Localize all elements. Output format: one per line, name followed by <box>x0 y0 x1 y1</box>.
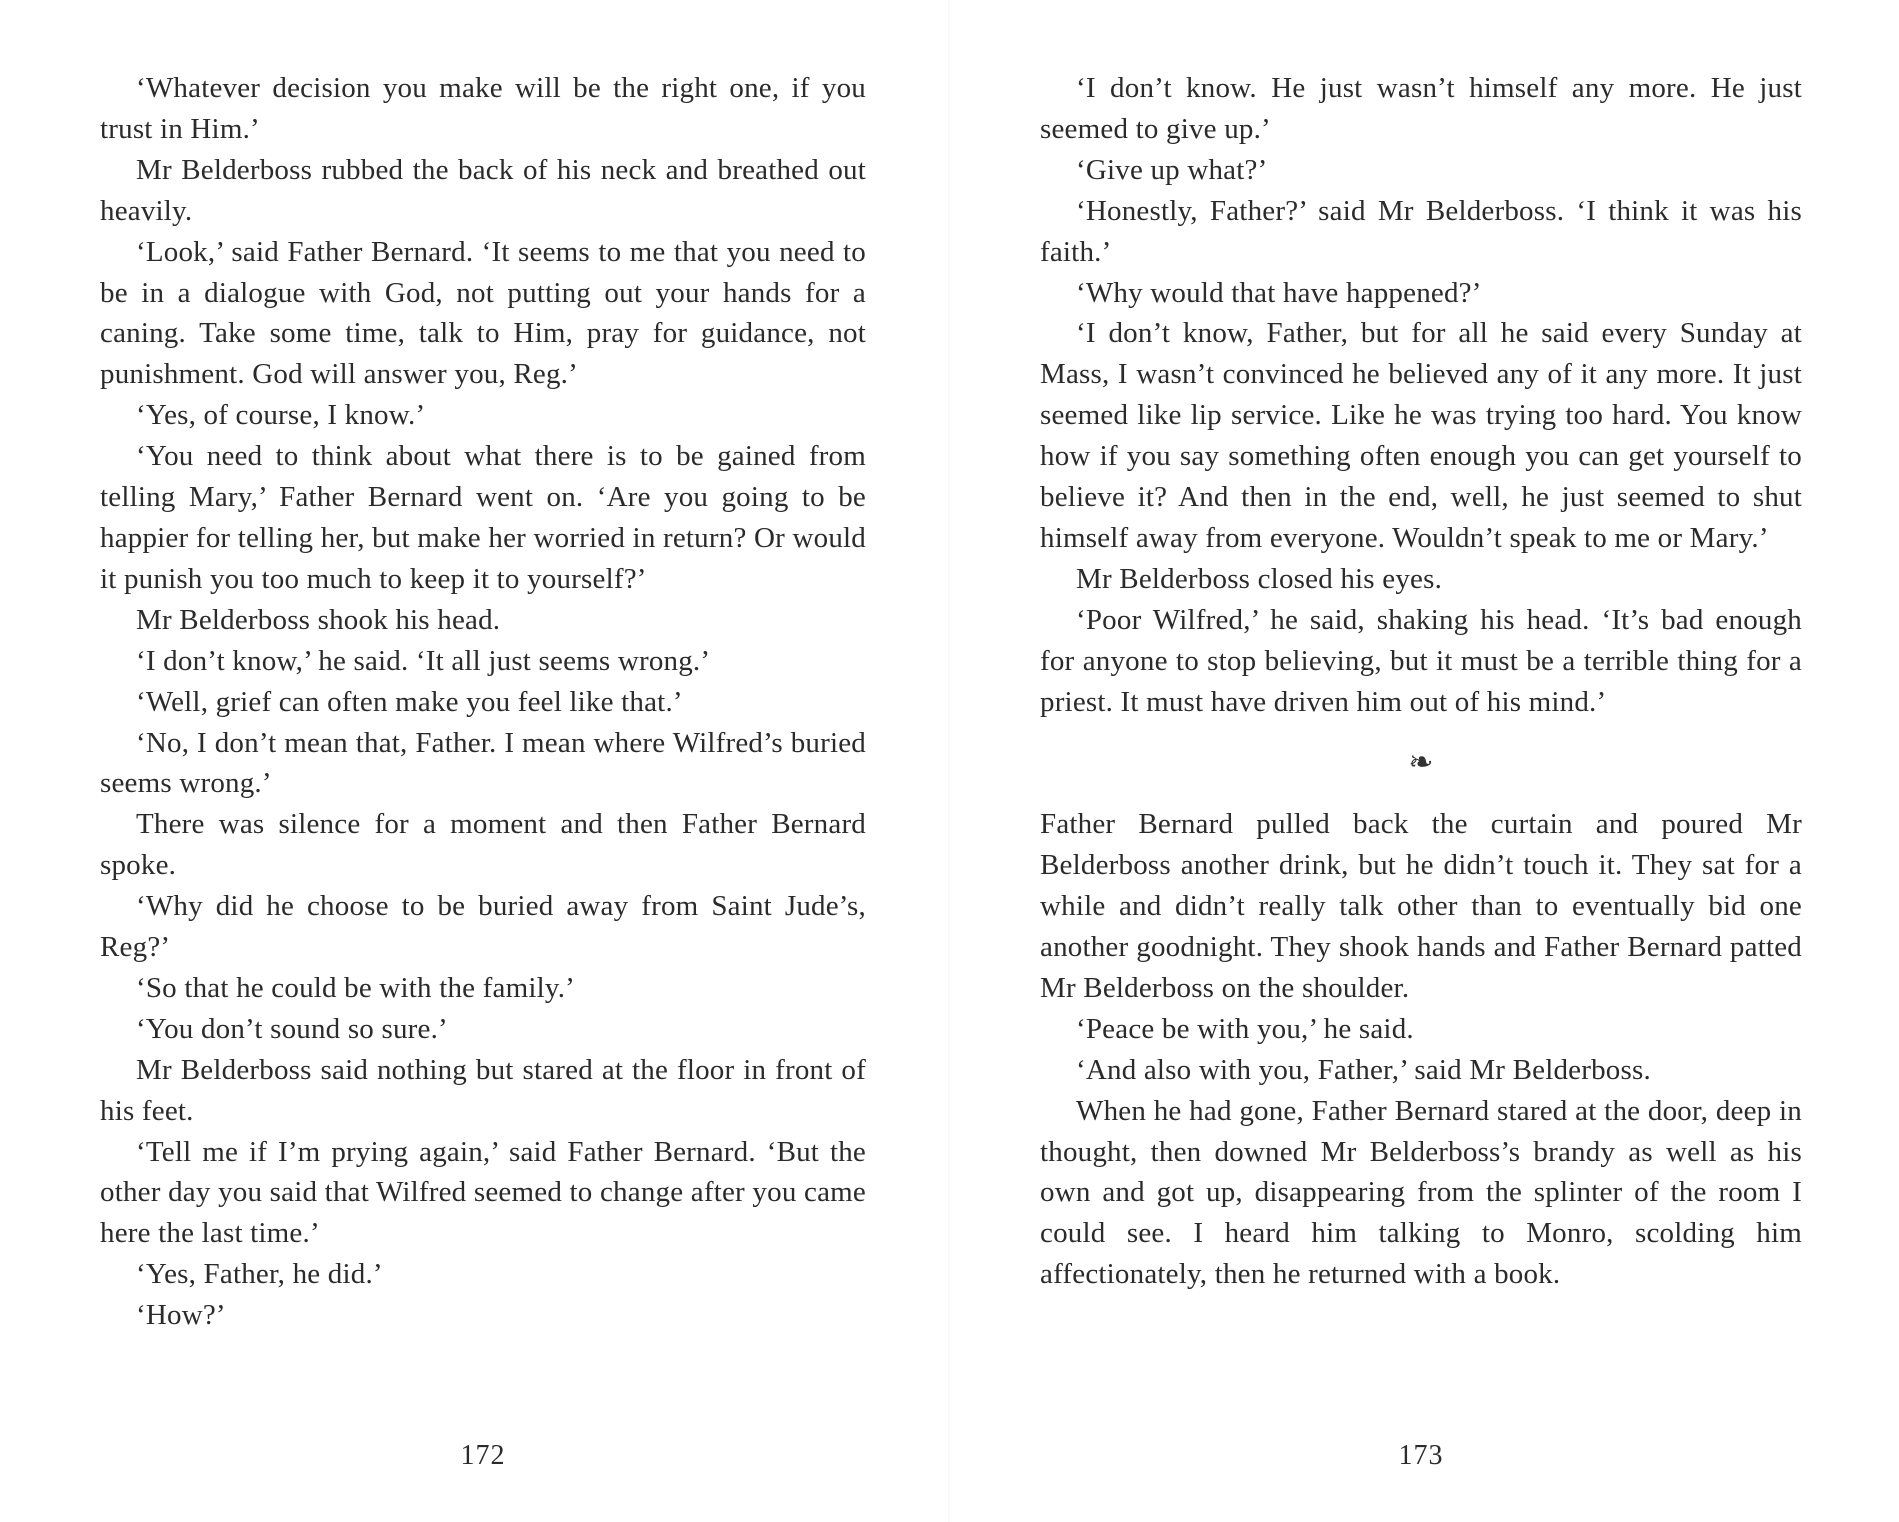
paragraph: ‘I don’t know, Father, but for all he said every Sunday at Mass, I wasn’t convinced he believed any of it any more. It just seemed like lip service. Like he was trying too hard. You know how if you say something often enough you can get yourself to believe it? And then in the end, well, he just seemed to shut himself away from everyone. Wouldn’t speak to me or Mary.’ <box>1040 317 1802 554</box>
section-break-ornament <box>1040 723 1802 805</box>
paragraph: ‘Yes, Father, he did.’ <box>136 1258 383 1291</box>
paragraph: ‘I don’t know. He just wasn’t himself any more. He just seemed to give up.’ <box>1040 72 1802 145</box>
paragraph: Mr Belderboss shook his head. <box>136 603 501 636</box>
paragraph: ‘Look,’ said Father Bernard. ‘It seems to me that you need to be in a dialogue with God, not putting out your hands for a caning. Take some time, talk to Him, pray for guidance, not punishment. God will answer you, Reg.’ <box>100 235 866 391</box>
paragraph: ‘No, I don’t mean that, Father. I mean where Wilfred’s buried seems wrong.’ <box>100 726 866 800</box>
paragraph: ‘You don’t sound so sure.’ <box>136 1012 448 1045</box>
page-gutter <box>948 0 950 1522</box>
paragraph: ‘Poor Wilfred,’ he said, shaking his head. ‘It’s bad enough for anyone to stop believing, but it must be a terrible thing for a priest. It must have driven him out of his mind.’ <box>1040 603 1802 718</box>
paragraph: ‘Yes, of course, I know.’ <box>136 399 426 432</box>
paragraph: ‘Give up what?’ <box>1076 153 1268 186</box>
paragraph: Mr Belderboss said nothing but stared at the floor in front of his feet. <box>100 1053 866 1127</box>
paragraph: ‘Tell me if I’m prying again,’ said Father Bernard. ‘But the other day you said that Wilfred seemed to change after you came here the last time.’ <box>100 1135 866 1250</box>
paragraph: Mr Belderboss rubbed the back of his neck and breathed out heavily. <box>100 153 866 227</box>
paragraph: ‘And also with you, Father,’ said Mr Belderboss. <box>1076 1053 1651 1086</box>
paragraph: ‘So that he could be with the family.’ <box>136 971 576 1004</box>
left-page-text <box>100 68 866 1336</box>
left-page <box>100 0 866 1522</box>
paragraph: Father Bernard pulled back the curtain and poured Mr Belderboss another drink, but he didn’t touch it. They sat for a while and didn’t really talk other than to eventually bid one another goodnight. They shook hands and Father Bernard patted Mr Belderboss on the shoulder. <box>1040 808 1802 1004</box>
page-number: 173 <box>1398 1440 1444 1471</box>
page-number: 172 <box>460 1440 506 1471</box>
paragraph: When he had gone, Father Bernard stared at the door, deep in thought, then downed Mr Belderboss’s brandy as well as his own and got up, disappearing from the splinter of the room I could see. I heard him talking to Monro, scolding him affectionately, then he returned with a book. <box>1040 1094 1802 1291</box>
paragraph: ‘Why would that have happened?’ <box>1076 276 1482 309</box>
paragraph: ‘Honestly, Father?’ said Mr Belderboss. ‘I think it was his faith.’ <box>1040 194 1802 268</box>
paragraph: ‘Why did he choose to be buried away from Saint Jude’s, Reg?’ <box>100 890 866 964</box>
paragraph: ‘Peace be with you,’ he said. <box>1076 1012 1414 1045</box>
paragraph: ‘I don’t know,’ he said. ‘It all just seems wrong.’ <box>136 644 711 677</box>
paragraph: ‘You need to think about what there is to be gained from telling Mary,’ Father Bernard went on. ‘Are you going to be happier for telling her, but make her worried in return? Or would it punish you too much to keep it to yourself?’ <box>100 440 866 595</box>
paragraph: ‘How?’ <box>136 1299 226 1332</box>
paragraph: ‘Whatever decision you make will be the right one, if you trust in Him.’ <box>100 72 866 145</box>
right-page <box>1040 0 1802 1522</box>
paragraph: Mr Belderboss closed his eyes. <box>1076 562 1443 595</box>
fleuron-icon: ❧ <box>1408 745 1434 779</box>
right-page-text <box>1040 68 1802 1295</box>
paragraph: ‘Well, grief can often make you feel like that.’ <box>136 685 683 718</box>
paragraph: There was silence for a moment and then Father Bernard spoke. <box>100 808 866 882</box>
